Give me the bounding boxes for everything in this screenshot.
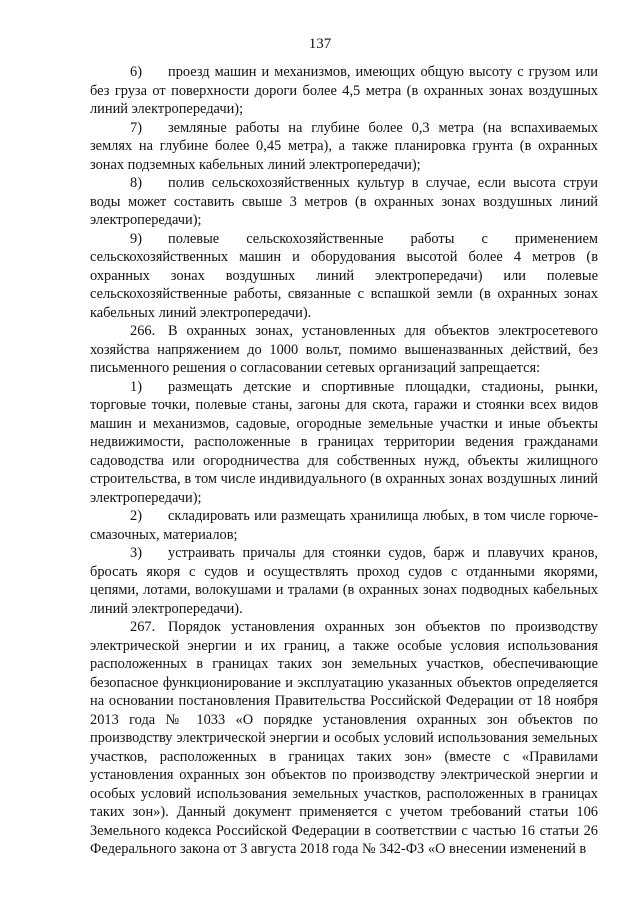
list-item-2 <box>90 507 598 544</box>
item-marker: 6) <box>130 64 142 80</box>
section-number: 267. <box>130 619 156 635</box>
document-body <box>90 63 598 859</box>
list-item-9 <box>90 230 598 323</box>
item-marker: 1) <box>130 378 142 395</box>
item-text: устраивать причалы для стоянки судов, барж и плавучих кранов, бросать якоря с судов и осуществлять проход судов с отданными якорями, цепями, лотами, волокушами и тралами (в охранных зонах подводных кабельных линий электропередачи). <box>90 545 598 617</box>
section-266 <box>90 322 598 378</box>
item-text: земляные работы на глубине более 0,3 метра (на вспахиваемых землях на глубине более 0,45 метра), а также планировка грунта (в охранных зонах подземных кабельных линий электропередачи); <box>90 119 598 173</box>
item-marker: 2) <box>130 508 142 524</box>
item-text: полив сельскохозяйственных культур в случае, если высота струи воды может составить свыше 3 метров (в охранных зонах воздушных линий электропередачи); <box>90 175 598 228</box>
page-number: 137 <box>308 36 332 52</box>
item-marker: 3) <box>130 545 142 561</box>
list-item-1 <box>90 378 598 508</box>
section-267 <box>90 618 598 859</box>
item-text: размещать детские и спортивные площадки, стадионы, рынки, торговые точки, полевые станы, загоны для скота, гаражи и стоянки всех видов машин и механизмов, садовые, огородные земельные участки и иные объекты недвижимости, расположенные в границах территории ведения гражданами садоводства или огородничества для собственных нужд, объекты жилищного строительства, в том числе индивидуального (в охранных зонах воздушных линий электропередачи); <box>90 378 598 506</box>
item-text: проезд машин и механизмов, имеющих общую высоту с грузом или без груза от поверхности дороги более 4,5 метра (в охранных зонах воздушных линий электропередачи); <box>90 64 598 117</box>
list-item-6 <box>90 63 598 119</box>
item-text: складировать или размещать хранилища любых, в том числе горюче-смазочных, материалов; <box>90 508 598 543</box>
section-text: Порядок установления охранных зон объектов по производству электрической энергии и их границ, а также особые условия использования расположенных в границах таких зон земельных участков, обеспечивающие безопасное функционирование и эксплуатацию указанных объектов определяется на основании постановления Правительства Российской Федерации от 18 ноября 2013 года № 1033 «О порядке установления охранных зон объектов по производству электрической энергии и особых условий использования земельных участков, расположенных в границах таких зон» (вместе с «Правилами установления охранных зон объектов по производству электрической энергии и особых условий использования земельных участков, расположенных в границах таких зон»). Данный документ применяется с учетом требований статьи 106 Земельного кодекса Российской Федерации в соответствии с частью 16 статьи 26 Федерального закона от 3 августа 2018 года № 342-ФЗ «О внесении изменений в <box>90 619 598 857</box>
section-text: В охранных зонах, установленных для объектов электросетевого хозяйства напряжением до 1000 вольт, помимо вышеназванных действий, без письменного решения о согласовании сетевых организаций запрещается: <box>90 323 598 376</box>
item-text: полевые сельскохозяйственные работы с применением сельскохозяйственных машин и оборудования высотой более 4 метров (в охранных зонах воздушных линий электропередачи) или полевые сельскохозяйственные работы, связанные с вспашкой земли (в охранных зонах кабельных линий электропередачи). <box>90 230 598 321</box>
list-item-7 <box>90 119 598 175</box>
item-marker: 9) <box>130 230 142 247</box>
list-item-8 <box>90 174 598 230</box>
list-item-3 <box>90 544 598 618</box>
section-number: 266. <box>130 323 156 339</box>
item-marker: 8) <box>130 175 142 191</box>
item-marker: 7) <box>130 119 142 136</box>
